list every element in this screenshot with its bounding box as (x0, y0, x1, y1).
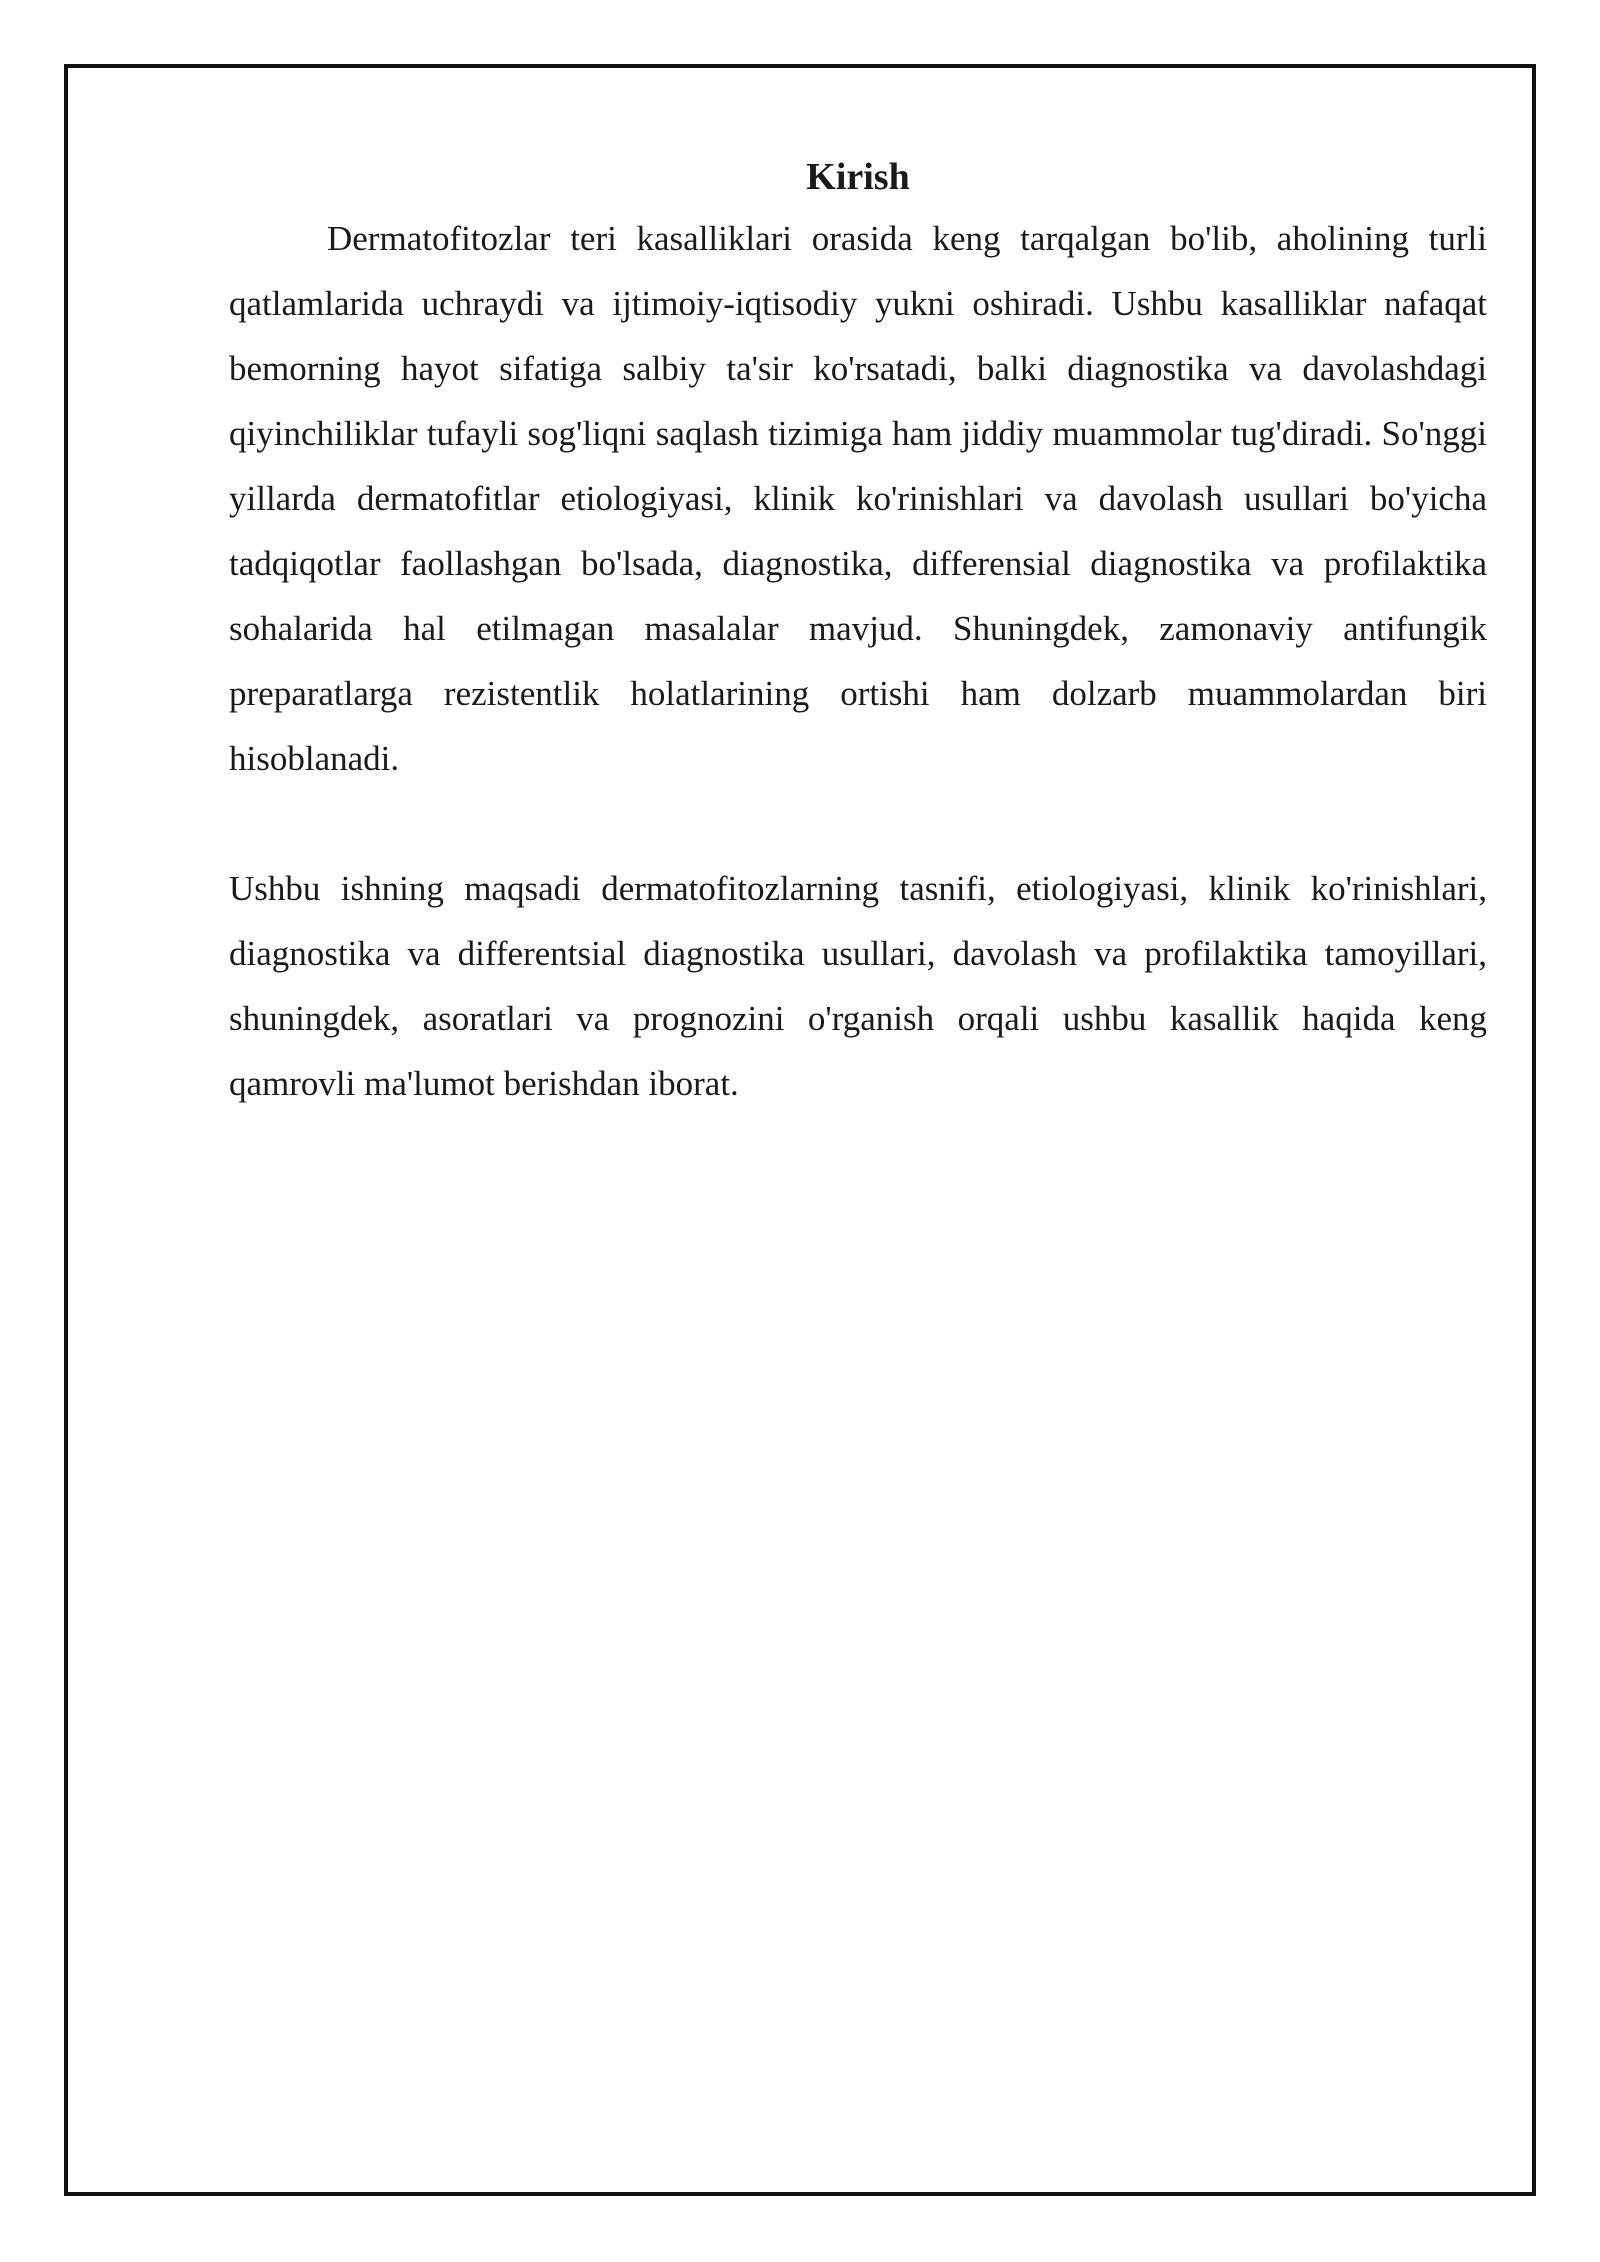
document-body (229, 148, 1487, 1116)
paragraph-introduction: Dermatofitozlar teri kasalliklari orasida keng tarqalgan bo'lib, aholining turli qatlamlarida uchraydi va ijtimoiy-iqtisodiy yukni oshiradi. Ushbu kasalliklar nafaqat bemorning hayot sifatiga salbiy ta'sir ko'rsatadi, balki diagnostika va davolashdagi qiyinchiliklar tufayli sog'liqni saqlash tizimiga ham jiddiy muammolar tug'diradi. So'nggi yillarda dermatofitlar etiologiyasi, klinik ko'rinishlari va davolash usullari bo'yicha tadqiqotlar faollashgan bo'lsada, diagnostika, differensial diagnostika va profilaktika sohalarida hal etilmagan masalalar mavjud. Shuningdek, zamonaviy antifungik preparatlarga rezistentlik holatlarining ortishi ham dolzarb muammolardan biri hisoblanadi. (229, 219, 1487, 778)
paragraph-spacer (229, 791, 1487, 856)
document-title: Kirish (806, 156, 910, 198)
paragraph-objective: Ushbu ishning maqsadi dermatofitozlarning tasnifi, etiologiyasi, klinik ko'rinishlari, diagnostika va differentsial diagnostika usullari, davolash va profilaktika tamoyillari, shuningdek, asoratlari va prognozini o'rganish orqali ushbu kasallik haqida keng qamrovli ma'lumot berishdan iborat. (229, 869, 1487, 1103)
